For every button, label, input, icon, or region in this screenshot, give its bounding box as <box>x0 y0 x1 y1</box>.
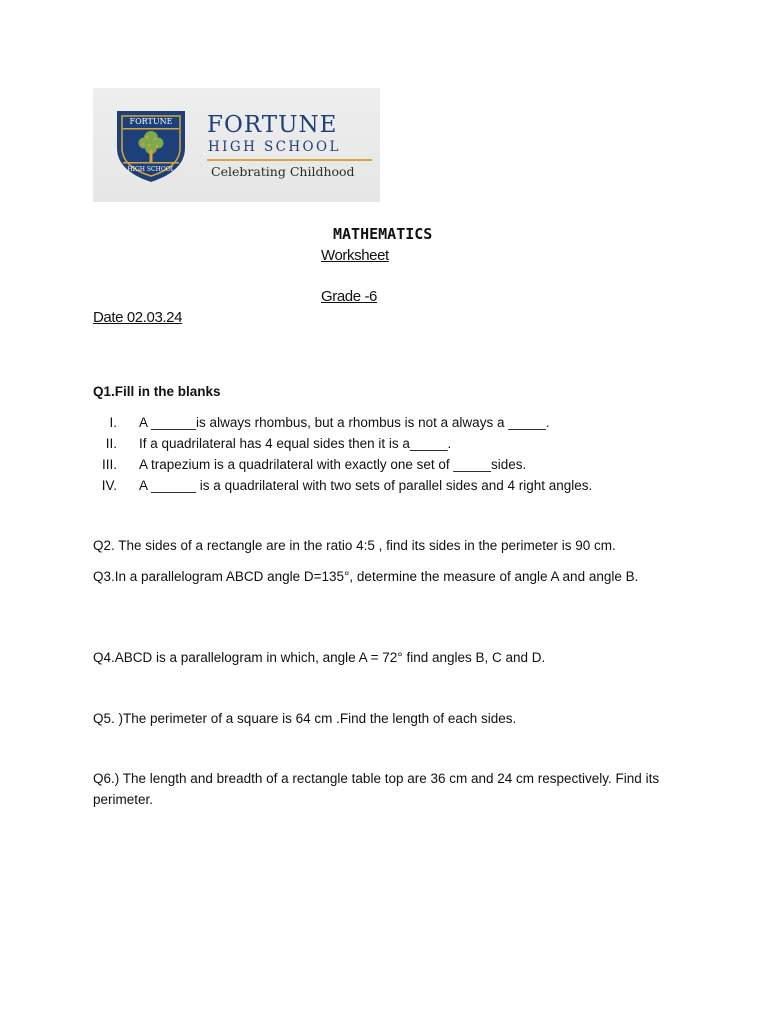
question-3: Q3.In a parallelogram ABCD angle D=135°, determine the measure of angle A and angle B. <box>93 569 639 584</box>
logo-divider <box>207 159 372 161</box>
list-item-number: II. <box>105 436 117 451</box>
school-logo-banner <box>93 88 380 202</box>
grade-heading: Grade -6 <box>321 288 377 305</box>
q1-title: Q1.Fill in the blanks <box>93 384 221 399</box>
school-name: FORTUNE <box>207 112 338 138</box>
list-item-number: III. <box>101 457 117 472</box>
svg-text:HIGH SCHOOL: HIGH SCHOOL <box>127 166 175 173</box>
fill-in-blanks-list <box>93 412 713 496</box>
list-item <box>93 412 713 433</box>
question-2: Q2. The sides of a rectangle are in the ratio 4:5 , find its sides in the perimeter is 90 cm. <box>93 538 616 553</box>
list-item <box>93 475 713 496</box>
worksheet-heading: Worksheet <box>321 247 389 264</box>
question-4: Q4.ABCD is a parallelogram in which, angle A = 72° find angles B, C and D. <box>93 650 546 665</box>
list-item <box>93 454 713 475</box>
svg-text:FORTUNE: FORTUNE <box>129 117 173 126</box>
school-subname: HIGH SCHOOL <box>208 139 341 155</box>
list-item <box>93 433 713 454</box>
list-item-number: I. <box>109 415 117 430</box>
school-tagline: Celebrating Childhood <box>211 164 355 179</box>
subject-heading: MATHEMATICS <box>333 225 433 243</box>
question-5: Q5. )The perimeter of a square is 64 cm .Find the length of each sides. <box>93 711 517 726</box>
question-6: Q6.) The length and breadth of a rectangle table top are 36 cm and 24 cm respectively. Find its perimeter. <box>93 771 660 807</box>
list-item-number: IV. <box>101 478 117 493</box>
list-item-text: A ______ is a quadrilateral with two sets of parallel sides and 4 right angles. <box>139 478 593 493</box>
list-item-text: If a quadrilateral has 4 equal sides then it is a_____. <box>139 436 452 451</box>
crest-lettering <box>113 108 189 184</box>
list-item-text: A ______is always rhombus, but a rhombus is not a always a _____. <box>139 415 550 430</box>
date-heading: Date 02.03.24 <box>93 309 183 326</box>
list-item-text: A trapezium is a quadrilateral with exactly one set of _____sides. <box>139 457 527 472</box>
